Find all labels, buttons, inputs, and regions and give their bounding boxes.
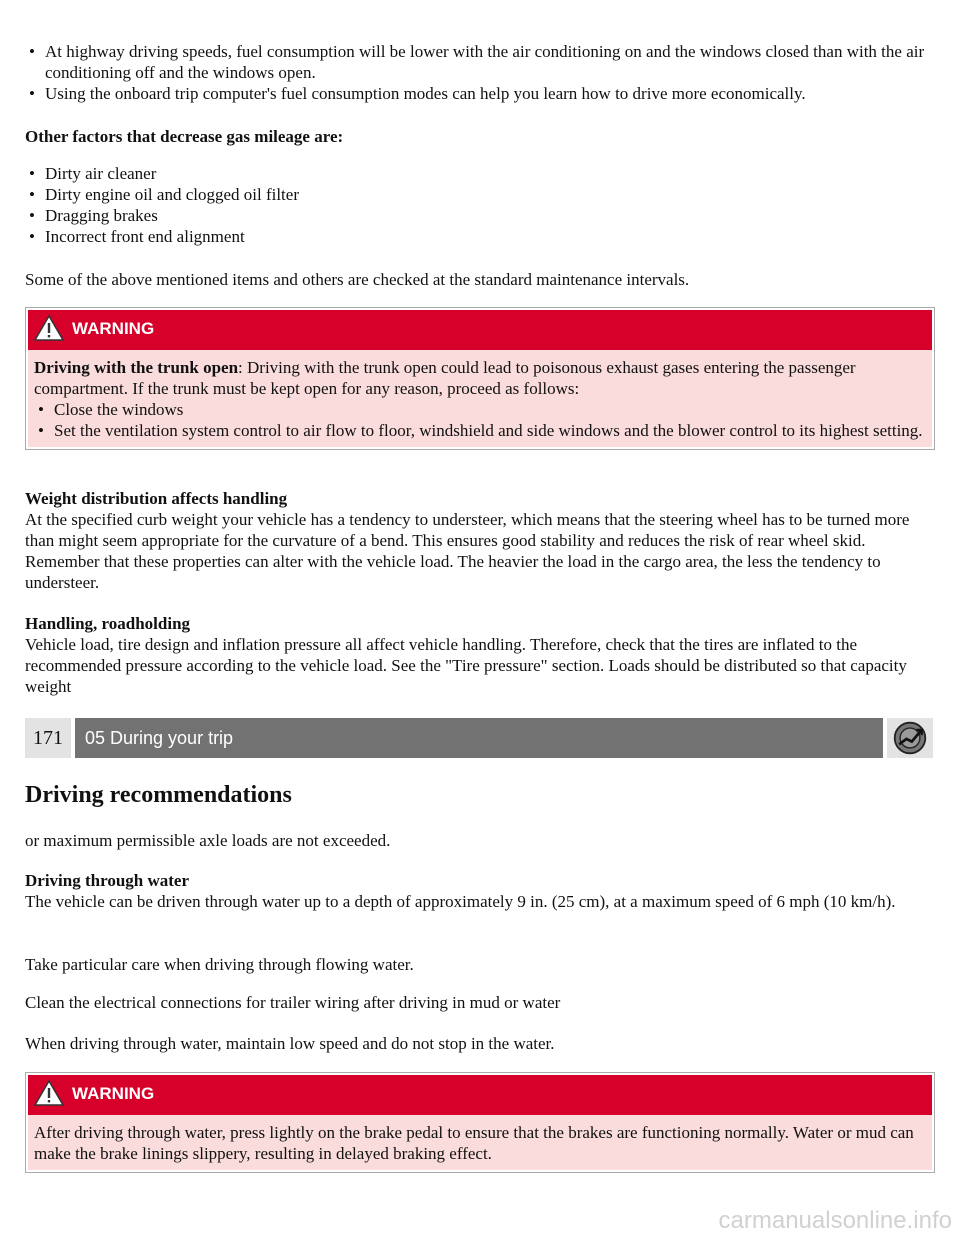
warning-box-water	[25, 1072, 935, 1173]
warning-text: After driving through water, press lightly on the brake pedal to ensure that the brakes are functioning normally. Water or mud can make the brake linings slippery, resulting in delayed braking effect.	[34, 1123, 914, 1163]
list-item: • Using the onboard trip computer's fuel consumption modes can help you learn how to drive more economically.	[25, 83, 930, 104]
weight-heading: Weight distribution affects handling	[25, 489, 288, 508]
list-item: • Dragging brakes	[25, 205, 930, 226]
weight-text: At the specified curb weight your vehicle has a tendency to understeer, which means that the steering wheel has to be turned more than might seem appropriate for the curvature of a bend. This ensures good stability and reduces the risk of rear wheel skid. Remember that these properties can alter with the vehicle load. The heavier the load in the cargo area, the less the tendency to understeer.	[25, 510, 910, 592]
warning-header	[28, 1075, 932, 1115]
water-text: The vehicle can be driven through water up to a depth of approximately 9 in. (25 cm), at a maximum speed of 6 mph (10 km/h).	[25, 892, 896, 911]
warning-triangle-icon	[34, 314, 64, 342]
maintenance-note: Some of the above mentioned items and others are checked at the standard maintenance intervals.	[25, 270, 690, 289]
bottom-watermark: carmanualsonline.info	[718, 1207, 952, 1234]
warning-body	[28, 1115, 932, 1170]
list-item: • Set the ventilation system control to air flow to floor, windshield and side windows and the blower control to its highest setting.	[34, 420, 926, 441]
water-paragraph-3: Clean the electrical connections for trailer wiring after driving in mud or water	[25, 993, 561, 1012]
weight-section	[25, 488, 935, 593]
handling-text: Vehicle load, tire design and inflation pressure all affect vehicle handling. Therefore, check that the tires are inflated to the recommended pressure according to the vehicle load. See the "Tire pressure" section. Loads should be distributed so that capacity weight	[25, 635, 907, 696]
warning-lead-text: : Driving with the trunk open could lead to poisonous exhaust gases entering the passenger compartment. If the trunk must be kept open for any reason, proceed as follows:	[34, 358, 856, 398]
warning-body	[28, 350, 932, 447]
warning-box-trunk	[25, 307, 935, 450]
section-heading: Driving recommendations	[25, 782, 292, 808]
section-icon-box	[887, 718, 933, 758]
handling-section	[25, 613, 935, 697]
steering-wheel-icon	[891, 720, 929, 756]
water-heading: Driving through water	[25, 871, 190, 890]
water-paragraph-4: When driving through water, maintain low speed and do not stop in the water.	[25, 1034, 555, 1053]
list-item: • Dirty engine oil and clogged oil filter	[25, 184, 930, 205]
axle-text: or maximum permissible axle loads are not exceeded.	[25, 831, 391, 850]
warning-lead	[34, 357, 926, 399]
section-footer-bar	[25, 718, 933, 758]
other-factors-heading: Other factors that decrease gas mileage are:	[25, 127, 344, 146]
water-section	[25, 870, 930, 912]
warning-lead-bold: Driving with the trunk open	[34, 358, 239, 377]
list-item: • Dirty air cleaner	[25, 163, 930, 184]
warning-title: WARNING	[72, 319, 155, 338]
section-title: 05 During your trip	[75, 718, 883, 758]
page-number: 171	[25, 718, 71, 758]
warning-bullets	[34, 399, 926, 441]
list-item: • At highway driving speeds, fuel consumption will be lower with the air conditioning on and the windows closed than with the air conditioning off and the windows open.	[25, 41, 930, 83]
top-bullet-list	[25, 41, 930, 104]
water-paragraph-2: Take particular care when driving through flowing water.	[25, 955, 414, 974]
warning-triangle-icon	[34, 1079, 64, 1107]
list-item: • Incorrect front end alignment	[25, 226, 930, 247]
warning-title: WARNING	[72, 1084, 155, 1103]
handling-heading: Handling, roadholding	[25, 614, 191, 633]
factors-list	[25, 163, 930, 247]
warning-header	[28, 310, 932, 350]
list-item: • Close the windows	[34, 399, 926, 420]
